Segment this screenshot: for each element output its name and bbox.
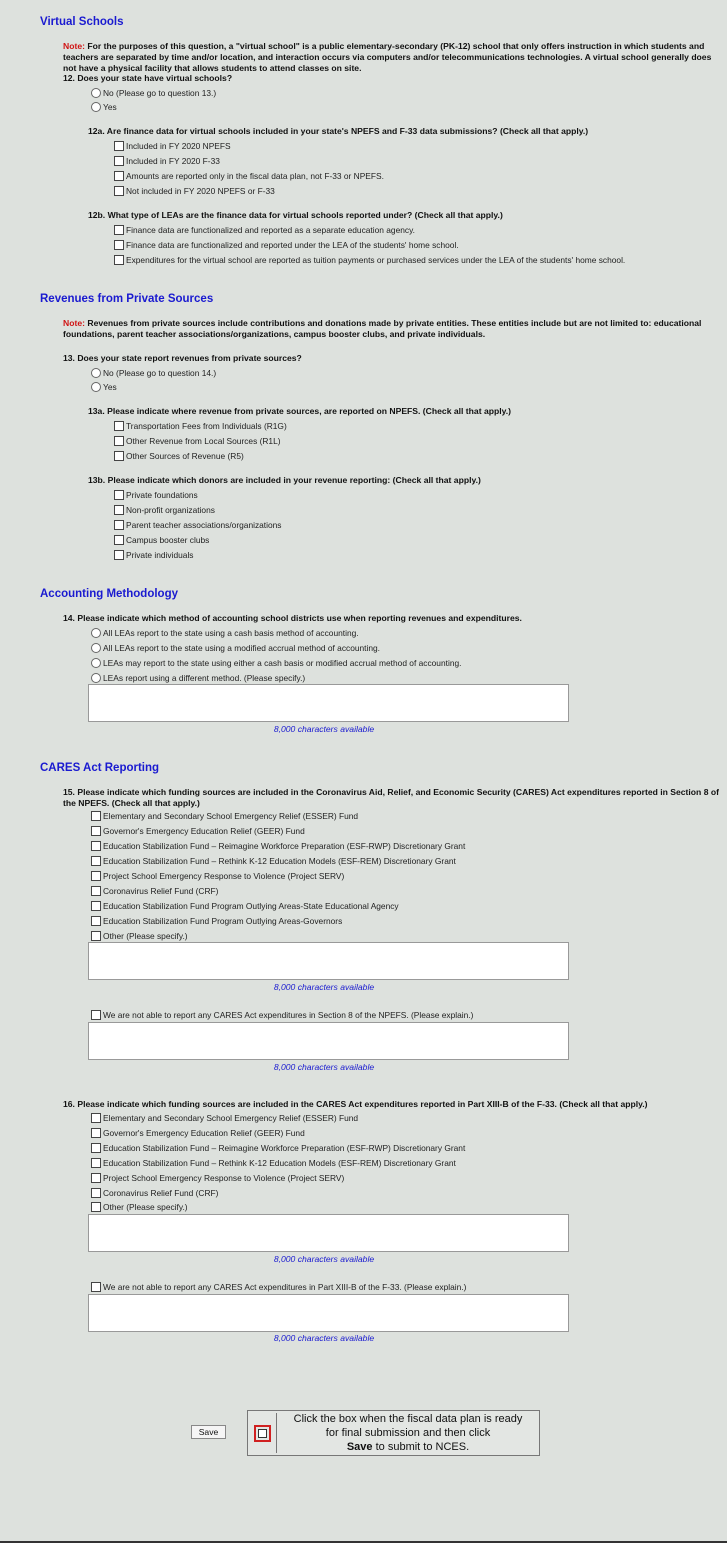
q12b-option[interactable] <box>114 223 415 236</box>
option-label: Amounts are reported only in the fiscal data plan, not F-33 or NPEFS. <box>126 170 384 181</box>
q13b-option[interactable] <box>114 533 209 546</box>
option-label: Other (Please specify.) <box>103 1201 188 1212</box>
option-label: Education Stabilization Fund Program Outlying Areas-Governors <box>103 915 343 926</box>
question-13b: 13b. Please indicate which donors are included in your revenue reporting: (Check all that apply.) <box>88 475 481 485</box>
section-title-accounting: Accounting Methodology <box>40 588 178 600</box>
question-12: 12. Does your state have virtual schools? <box>63 73 233 83</box>
checkbox[interactable] <box>114 535 124 545</box>
q16-option[interactable] <box>91 1171 344 1184</box>
instruction-line <box>278 1440 538 1454</box>
q16-option[interactable] <box>91 1156 456 1169</box>
q15-option[interactable] <box>91 914 342 927</box>
checkbox[interactable] <box>91 886 101 896</box>
submit-checkbox-cell <box>250 1413 277 1453</box>
option-label: Governor's Emergency Education Relief (GEER) Fund <box>103 1127 305 1138</box>
question-12a: 12a. Are finance data for virtual schools included in your state's NPEFS and F-33 data submissions? (Check all that apply.) <box>88 126 589 136</box>
q14-option[interactable] <box>91 656 461 669</box>
checkbox[interactable] <box>114 436 124 446</box>
q15-explain-textarea[interactable] <box>88 1022 569 1060</box>
option-label: Not included in FY 2020 NPEFS or F-33 <box>126 185 275 196</box>
option-label: Project School Emergency Response to Violence (Project SERV) <box>103 1172 345 1183</box>
note-private-sources <box>63 318 723 340</box>
section-title-cares: CARES Act Reporting <box>40 762 160 774</box>
q12a-option[interactable] <box>114 169 384 182</box>
q12a-option[interactable] <box>114 154 220 167</box>
checkbox[interactable] <box>114 171 124 181</box>
checkbox[interactable] <box>114 225 124 235</box>
option-label: Elementary and Secondary School Emergency Relief (ESSER) Fund <box>103 810 359 821</box>
option-label: Education Stabilization Fund Program Outlying Areas-State Educational Agency <box>103 900 399 911</box>
option-label: Elementary and Secondary School Emergency Relief (ESSER) Fund <box>103 1112 359 1123</box>
note-text: For the purposes of this question, a "virtual school" is a public elementary-secondary (PK-12) school that only offers instruction in which students and teachers are separated by time and/or location, and interaction occurs via computers and/or telecommunications technologies. A virtual school generally does not have a physical facility that allows students to attend classes on site. <box>63 41 712 73</box>
option-label: Education Stabilization Fund – Rethink K-12 Education Models (ESF-REM) Discretionary Grant <box>103 855 456 866</box>
q14-specify-textarea[interactable] <box>88 684 569 722</box>
checkbox[interactable] <box>114 186 124 196</box>
section-title-private-sources: Revenues from Private Sources <box>40 293 214 305</box>
q16-option[interactable] <box>91 1141 465 1154</box>
checkbox[interactable] <box>91 916 101 926</box>
checkbox[interactable] <box>91 856 101 866</box>
q15-other-textarea[interactable] <box>88 942 569 980</box>
checkbox[interactable] <box>91 1113 101 1123</box>
note-virtual-schools <box>63 41 723 74</box>
q15-option[interactable] <box>91 839 465 852</box>
option-label: Yes <box>103 381 117 392</box>
checkbox[interactable] <box>91 931 101 941</box>
q12b-option[interactable] <box>114 238 459 251</box>
option-label: Non-profit organizations <box>126 504 215 515</box>
q15-option[interactable] <box>91 824 305 837</box>
q16-option-other[interactable] <box>91 1200 188 1213</box>
radio-button[interactable] <box>91 658 101 668</box>
q14-option[interactable] <box>91 671 305 684</box>
q13a-option[interactable] <box>114 419 287 432</box>
q15-option[interactable] <box>91 854 456 867</box>
note-label: Note: <box>63 41 85 51</box>
chars-available: 8,000 characters available <box>273 1254 375 1264</box>
checkbox[interactable] <box>114 505 124 515</box>
checkbox[interactable] <box>91 1173 101 1183</box>
final-submission-checkbox[interactable] <box>254 1425 271 1442</box>
note-label: Note: <box>63 318 85 328</box>
instruction-save-word: Save <box>346 1441 373 1453</box>
checkbox[interactable] <box>114 451 124 461</box>
option-label: All LEAs report to the state using a cash basis method of accounting. <box>103 627 359 638</box>
checkbox[interactable] <box>91 811 101 821</box>
q13a-option[interactable] <box>114 434 281 447</box>
option-label: We are not able to report any CARES Act expenditures in Section 8 of the NPEFS. (Please explain.) <box>103 1009 474 1020</box>
checkbox[interactable] <box>114 240 124 250</box>
checkbox[interactable] <box>114 141 124 151</box>
checkbox[interactable] <box>91 1282 101 1292</box>
option-label: Campus booster clubs <box>126 534 210 545</box>
instruction-line: for final submission and then click <box>325 1427 491 1439</box>
option-label: All LEAs report to the state using a modified accrual method of accounting. <box>103 642 380 653</box>
chars-available: 8,000 characters available <box>273 1062 375 1072</box>
option-label: Coronavirus Relief Fund (CRF) <box>103 885 219 896</box>
q16-option[interactable] <box>91 1186 218 1199</box>
q16-other-textarea[interactable] <box>88 1214 569 1252</box>
option-label: Other (Please specify.) <box>103 930 188 941</box>
q14-option[interactable] <box>91 626 359 639</box>
option-label: Finance data are functionalized and reported under the LEA of the students' home school. <box>126 239 459 250</box>
q16-not-able-option[interactable] <box>91 1280 466 1293</box>
option-label: Education Stabilization Fund – Rethink K-12 Education Models (ESF-REM) Discretionary Grant <box>103 1157 456 1168</box>
option-label: Expenditures for the virtual school are reported as tuition payments or purchased services under the LEA of the students' home school. <box>126 254 626 265</box>
checkbox[interactable] <box>91 1010 101 1020</box>
option-label: Parent teacher associations/organizations <box>126 519 282 530</box>
checkbox[interactable] <box>91 1128 101 1138</box>
q12-option-no[interactable] <box>91 86 216 99</box>
checkbox[interactable] <box>114 255 124 265</box>
checkbox[interactable] <box>91 1143 101 1153</box>
checkbox[interactable] <box>91 1188 101 1198</box>
q13b-option[interactable] <box>114 488 198 501</box>
q15-option[interactable] <box>91 809 358 822</box>
checkbox[interactable] <box>91 901 101 911</box>
radio-button[interactable] <box>91 643 101 653</box>
option-label: Yes <box>103 101 117 112</box>
instruction-line: Click the box when the fiscal data plan is ready <box>293 1413 523 1425</box>
question-14: 14. Please indicate which method of accounting school districts use when reporting revenues and expenditures. <box>63 613 522 623</box>
q15-option[interactable] <box>91 884 218 897</box>
radio-button[interactable] <box>91 628 101 638</box>
checkbox[interactable] <box>91 871 101 881</box>
question-13a: 13a. Please indicate where revenue from private sources, are reported on NPEFS. (Check all that apply.) <box>88 406 511 416</box>
q14-option[interactable] <box>91 641 380 654</box>
q12-option-yes[interactable] <box>91 100 117 113</box>
question-16: 16. Please indicate which funding sources are included in the CARES Act expenditures reported in Part XIII-B of the F-33. (Check all that apply.) <box>63 1099 648 1109</box>
option-label: Education Stabilization Fund – Reimagine Workforce Preparation (ESF-RWP) Discretionary Grant <box>103 1142 466 1153</box>
option-label: LEAs may report to the state using either a cash basis or modified accrual method of accounting. <box>103 657 462 668</box>
checkbox[interactable] <box>91 1202 101 1212</box>
checkbox[interactable] <box>114 421 124 431</box>
checkbox[interactable] <box>114 520 124 530</box>
q16-explain-textarea[interactable] <box>88 1294 569 1332</box>
radio-button[interactable] <box>91 102 101 112</box>
option-label: LEAs report using a different method. (Please specify.) <box>103 672 306 683</box>
checkbox[interactable] <box>114 156 124 166</box>
radio-button[interactable] <box>91 382 101 392</box>
q15-option-other[interactable] <box>91 929 188 942</box>
question-13: 13. Does your state report revenues from private sources? <box>63 353 302 363</box>
option-label: Included in FY 2020 F-33 <box>126 155 220 166</box>
q13-option-yes[interactable] <box>91 380 117 393</box>
q13b-option[interactable] <box>114 548 194 561</box>
option-label: Project School Emergency Response to Violence (Project SERV) <box>103 870 345 881</box>
checkbox[interactable] <box>258 1429 267 1438</box>
checkbox[interactable] <box>91 826 101 836</box>
final-submission-instructions <box>278 1412 538 1454</box>
radio-button[interactable] <box>91 88 101 98</box>
final-submission-box <box>247 1410 540 1456</box>
q12a-option[interactable] <box>114 184 275 197</box>
option-label: We are not able to report any CARES Act expenditures in Part XIII-B of the F-33. (Please explain.) <box>103 1281 467 1292</box>
option-label: Education Stabilization Fund – Reimagine Workforce Preparation (ESF-RWP) Discretionary Grant <box>103 840 466 851</box>
checkbox[interactable] <box>114 550 124 560</box>
option-label: No (Please go to question 14.) <box>103 367 217 378</box>
checkbox[interactable] <box>91 1158 101 1168</box>
question-12b: 12b. What type of LEAs are the finance data for virtual schools reported under? (Check all that apply.) <box>88 210 503 220</box>
q15-not-able-option[interactable] <box>91 1008 473 1021</box>
radio-button[interactable] <box>91 368 101 378</box>
option-label: Private individuals <box>126 549 194 560</box>
option-label: Private foundations <box>126 489 198 500</box>
chars-available: 8,000 characters available <box>273 982 375 992</box>
section-title-virtual-schools: Virtual Schools <box>40 16 124 28</box>
chars-available: 8,000 characters available <box>273 1333 375 1343</box>
option-label: No (Please go to question 13.) <box>103 87 217 98</box>
checkbox[interactable] <box>114 490 124 500</box>
chars-available: 8,000 characters available <box>273 724 375 734</box>
q13-option-no[interactable] <box>91 366 216 379</box>
option-label: Included in FY 2020 NPEFS <box>126 140 231 151</box>
option-label: Other Revenue from Local Sources (R1L) <box>126 435 281 446</box>
option-label: Finance data are functionalized and reported as a separate education agency. <box>126 224 415 235</box>
q15-option[interactable] <box>91 869 344 882</box>
option-label: Coronavirus Relief Fund (CRF) <box>103 1187 219 1198</box>
instruction-text: to submit to NCES. <box>372 1441 470 1453</box>
save-button[interactable]: Save <box>191 1425 226 1439</box>
q16-option[interactable] <box>91 1111 358 1124</box>
q13b-option[interactable] <box>114 503 215 516</box>
q12a-option[interactable] <box>114 139 231 152</box>
option-label: Transportation Fees from Individuals (R1G) <box>126 420 287 431</box>
option-label: Other Sources of Revenue (R5) <box>126 450 244 461</box>
option-label: Governor's Emergency Education Relief (GEER) Fund <box>103 825 305 836</box>
checkbox[interactable] <box>91 841 101 851</box>
q15-option[interactable] <box>91 899 399 912</box>
q13b-option[interactable] <box>114 518 282 531</box>
question-15: 15. Please indicate which funding sources are included in the Coronavirus Aid, Relief, and Economic Security (CARES) Act expenditures reported in Section 8 of the NPEFS. (Check all that apply.) <box>63 787 719 808</box>
note-text: Revenues from private sources include contributions and donations made by private entities. These entities include but are not limited to: educational foundations, parent teacher associations/organizations, campus booster clubs, and private individuals. <box>63 318 702 339</box>
q16-option[interactable] <box>91 1126 305 1139</box>
q13a-option[interactable] <box>114 449 244 462</box>
q12b-option[interactable] <box>114 253 625 266</box>
radio-button[interactable] <box>91 673 101 683</box>
